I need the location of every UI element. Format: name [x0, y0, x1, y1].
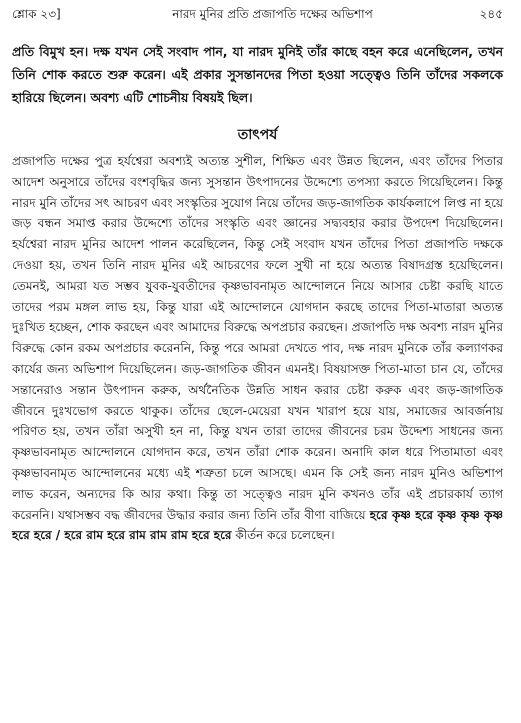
maha-mantra: হরে কৃষ্ণ হরে কৃষ্ণ কৃষ্ণ কৃষ্ণ হরে হরে / হরে রাম হরে রাম রাম রাম হরে হরে [12, 507, 503, 543]
purport-ending: কীর্তন করে চলেছেন। [231, 528, 335, 543]
chapter-title: নারদ মুনির প্রতি প্রজাপতি দক্ষের অভিশাপ [172, 7, 373, 21]
translation-paragraph: প্রতি বিমুখ হন। দক্ষ যখন সেই সংবাদ পান, যা নারদ মুনিই তাঁর কাছে বহন করে এনেছিলেন, তখন তিনি শোক করতে শুরু করেন। এই প্রকার সুসন্তানদের পিতা হওয়া সত্ত্বেও তিনি তাঁদের সকলকে হারিয়ে ছিলেন। অবশ্য এটি শোচনীয় বিষয়ই ছিল। [12, 44, 503, 105]
page-number: ২৪৫ [479, 7, 503, 21]
verse-reference: শ্লোক ২৩] [12, 7, 61, 21]
running-header [12, 6, 503, 28]
purport-section [12, 151, 503, 546]
purport-heading: তাৎপর্য [237, 127, 278, 143]
purport-body: প্রজাপতি দক্ষের পুত্র হর্যশ্বেরা অবশ্যই অত্যন্ত সুশীল, শিক্ষিত এবং উন্নত ছিলেন, এবং তাঁদের পিতার আদেশ অনুসারে তাঁদের বংশবৃদ্ধির জন্য সুসন্তান উৎপাদনের উদ্দেশ্যে তপস্যা করতে গিয়েছিলেন। কিন্তু নারদ মুনি তাঁদের সৎ আচরণ এবং সংস্কৃতির সুযোগ নিয়ে তাঁদের জড়-জাগতিক কার্যকলাপে লিপ্ত না হয়ে জড় বন্ধন সমাপ্ত করার উদ্দেশ্যে তাঁদের সংস্কৃতি এবং জ্ঞানের সদ্ব্যবহার করার উপদেশ দিয়েছিলেন। হর্যশ্বেরা নারদ মুনির আদেশ পালন করেছিলেন, কিন্তু সেই সংবাদ যখন তাঁদের পিতা প্রজাপতি দক্ষকে দেওয়া হয়, তখন তিনি নারদ মুনির এই আচরণের ফলে সুখী না হয়ে অত্যন্ত বিষাদগ্রস্ত হয়েছিলেন। তেমনই, আমরা যত সম্ভব যুবক-যুবতীদের কৃষ্ণভাবনামৃত আন্দোলনে নিয়ে আসার চেষ্টা করছি যাতে তাদের পরম মঙ্গল লাভ হয়, কিন্তু যারা এই আন্দোলনে যোগদান করছে তাদের পিতা-মাতারা অত্যন্ত দুঃখিত হচ্ছেন, শোক করছেন এবং আমাদের বিরুদ্ধে অপপ্রচার করছেন। প্রজাপতি দক্ষ অবশ্য নারদ মুনির বিরুদ্ধে কোন রকম অপপ্রচার করেননি, কিন্তু পরে আমরা দেখতে পাব, দক্ষ নারদ মুনিকে তাঁর কল্যাণকর কার্যের জন্য অভিশাপ দিয়েছিলেন। জড়-জাগতিক জীবন এমনই। বিষয়াসক্ত পিতা-মাতা চান যে, তাঁদের সন্তানেরাও সন্তান উৎপাদন করুক, অর্থনৈতিক উন্নতি সাধন করার চেষ্টা করুক এবং জড়-জাগতিক জীবনে দুঃখভোগ করতে থাকুক। তাঁদের ছেলে-মেয়েরা যখন খারাপ হয়ে যায়, সমাজের আবর্জনায় পরিণত হয়, তখন তাঁরা অসুখী হন না, কিন্তু যখন তারা তাদের জীবনের চরম উদ্দেশ্য সাধনের জন্য কৃষ্ণভাবনামৃত আন্দোলনে যোগদান করে, তখন তাঁরা শোক করেন। অনাদি কাল ধরে পিতামাতা এবং কৃষ্ণভাবনামৃত আন্দোলনের মধ্যে এই শত্রুতা চলে আসছে। এমন কি সেই জন্য নারদ মুনিও অভিশাপ লাভ করেন, অন্যদের কি আর কথা। কিন্তু তা সত্ত্বেও নারদ মুনি কখনও তাঁর এই প্রচারকার্য ত্যাগ করেননি। যথাসম্ভব বদ্ধ জীবদের উদ্ধার করার জন্য তিনি তাঁর বীণা বাজিয়ে [12, 154, 503, 522]
purport-paragraph [12, 151, 503, 546]
